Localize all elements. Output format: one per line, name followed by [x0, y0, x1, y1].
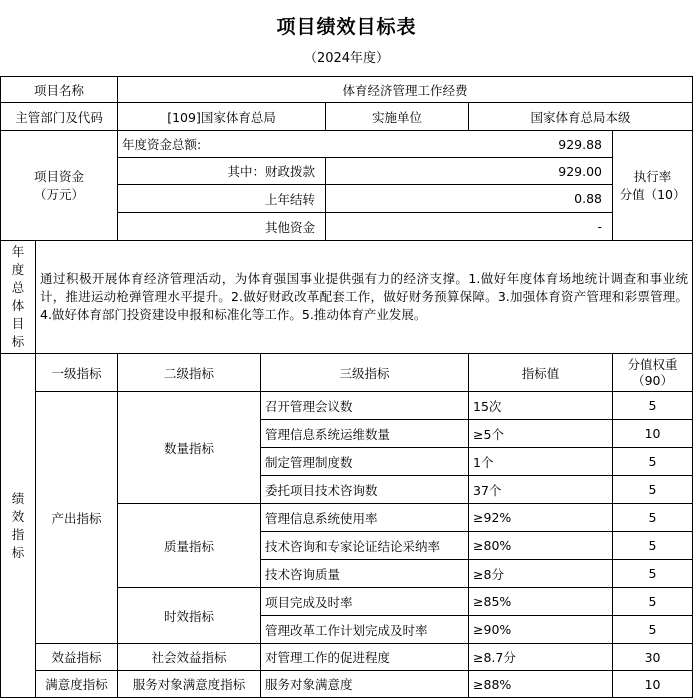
funds-label-line1: 项目资金 — [34, 168, 85, 184]
execution-rate-label: 执行率 — [633, 168, 672, 184]
indicator-name: 管理信息系统使用率 — [261, 504, 469, 532]
funds-other-label: 其他资金 — [118, 213, 326, 241]
indicator-weight: 5 — [613, 448, 693, 476]
indicator-value: ≥5个 — [469, 420, 613, 448]
indicator-weight: 5 — [613, 588, 693, 616]
indicator-value: ≥80% — [469, 532, 613, 560]
funds-fiscal-value: 929.00 — [326, 158, 613, 185]
project-name-value: 体育经济管理工作经费 — [118, 77, 693, 103]
table-row — [1, 671, 693, 698]
indicator-weight: 10 — [613, 420, 693, 448]
header-level3: 三级指标 — [261, 354, 469, 392]
execution-rate-cell — [613, 131, 693, 241]
benefit-indicator-label: 效益指标 — [36, 644, 118, 671]
indicator-name: 项目完成及时率 — [261, 588, 469, 616]
indicator-weight: 10 — [613, 671, 693, 698]
annual-goal-text: 通过积极开展体育经济管理活动，为体育强国事业提供强有力的经济支撑。1.做好年度体育场地统计调查和事业统计，推进运动枪弹管理水平提升。2.做好财政改革配套工作，做好财务预算保障。3.加强体育资产管理和彩票管理。4.做好体育部门投资建设申报和标准化等工作。5.推动体育产业发展。 — [36, 241, 693, 354]
output-indicator-label: 产出指标 — [36, 392, 118, 644]
indicator-name: 技术咨询质量 — [261, 560, 469, 588]
indicator-value: 1个 — [469, 448, 613, 476]
indicator-value: ≥8.7分 — [469, 644, 613, 671]
indicator-value: ≥85% — [469, 588, 613, 616]
dept-label: 主管部门及代码 — [1, 103, 118, 131]
table-row — [1, 392, 693, 420]
funds-other-value: - — [326, 213, 613, 241]
indicators-side-label: 绩效指标 — [1, 354, 36, 698]
table-row — [1, 644, 693, 671]
indicator-value: ≥88% — [469, 671, 613, 698]
funds-carryover-label: 上年结转 — [118, 185, 326, 213]
exec-unit-label: 实施单位 — [326, 103, 469, 131]
funds-fiscal-label: 其中：财政拨款 — [118, 158, 326, 185]
project-name-label: 项目名称 — [1, 77, 118, 103]
indicator-weight: 5 — [613, 616, 693, 644]
indicator-value: ≥92% — [469, 504, 613, 532]
quality-indicator-label: 质量指标 — [118, 504, 261, 588]
quantity-indicator-label: 数量指标 — [118, 392, 261, 504]
funds-total-label: 年度资金总额: — [118, 131, 326, 158]
execution-rate-score: 分值（10） — [619, 186, 686, 202]
performance-table — [0, 76, 693, 698]
indicator-value: ≥90% — [469, 616, 613, 644]
indicator-value: 37个 — [469, 476, 613, 504]
indicator-name: 管理改革工作计划完成及时率 — [261, 616, 469, 644]
indicator-weight: 5 — [613, 560, 693, 588]
service-satisfaction-indicator-label: 服务对象满意度指标 — [118, 671, 261, 698]
funds-label — [1, 131, 118, 241]
funds-total-row — [1, 131, 693, 158]
indicator-weight: 5 — [613, 392, 693, 420]
indicator-weight: 5 — [613, 476, 693, 504]
header-level1: 一级指标 — [36, 354, 118, 392]
indicator-value: ≥8分 — [469, 560, 613, 588]
annual-goal-label: 年度总体目标 — [1, 241, 36, 354]
indicator-value: 15次 — [469, 392, 613, 420]
header-value: 指标值 — [469, 354, 613, 392]
satisfaction-indicator-label: 满意度指标 — [36, 671, 118, 698]
dept-row — [1, 103, 693, 131]
timeliness-indicator-label: 时效指标 — [118, 588, 261, 644]
annual-goal-row — [1, 241, 693, 354]
page-subtitle: （2024年度） — [303, 51, 390, 66]
indicator-weight: 5 — [613, 504, 693, 532]
funds-carryover-value: 0.88 — [326, 185, 613, 213]
indicator-weight: 5 — [613, 532, 693, 560]
exec-unit-value: 国家体育总局本级 — [469, 103, 693, 131]
indicator-name: 委托项目技术咨询数 — [261, 476, 469, 504]
indicator-name: 对管理工作的促进程度 — [261, 644, 469, 671]
indicator-header-row — [1, 354, 693, 392]
header-weight: 分值权重（90） — [613, 354, 693, 392]
dept-value: [109]国家体育总局 — [118, 103, 326, 131]
indicator-name: 技术咨询和专家论证结论采纳率 — [261, 532, 469, 560]
indicator-name: 服务对象满意度 — [261, 671, 469, 698]
funds-label-line2: （万元） — [34, 186, 85, 202]
page-title: 项目绩效目标表 — [276, 16, 417, 38]
social-benefit-indicator-label: 社会效益指标 — [118, 644, 261, 671]
project-name-row — [1, 77, 693, 103]
indicator-name: 制定管理制度数 — [261, 448, 469, 476]
indicator-name: 召开管理会议数 — [261, 392, 469, 420]
indicator-weight: 30 — [613, 644, 693, 671]
funds-total-value: 929.88 — [326, 131, 613, 158]
indicator-name: 管理信息系统运维数量 — [261, 420, 469, 448]
header-level2: 二级指标 — [118, 354, 261, 392]
